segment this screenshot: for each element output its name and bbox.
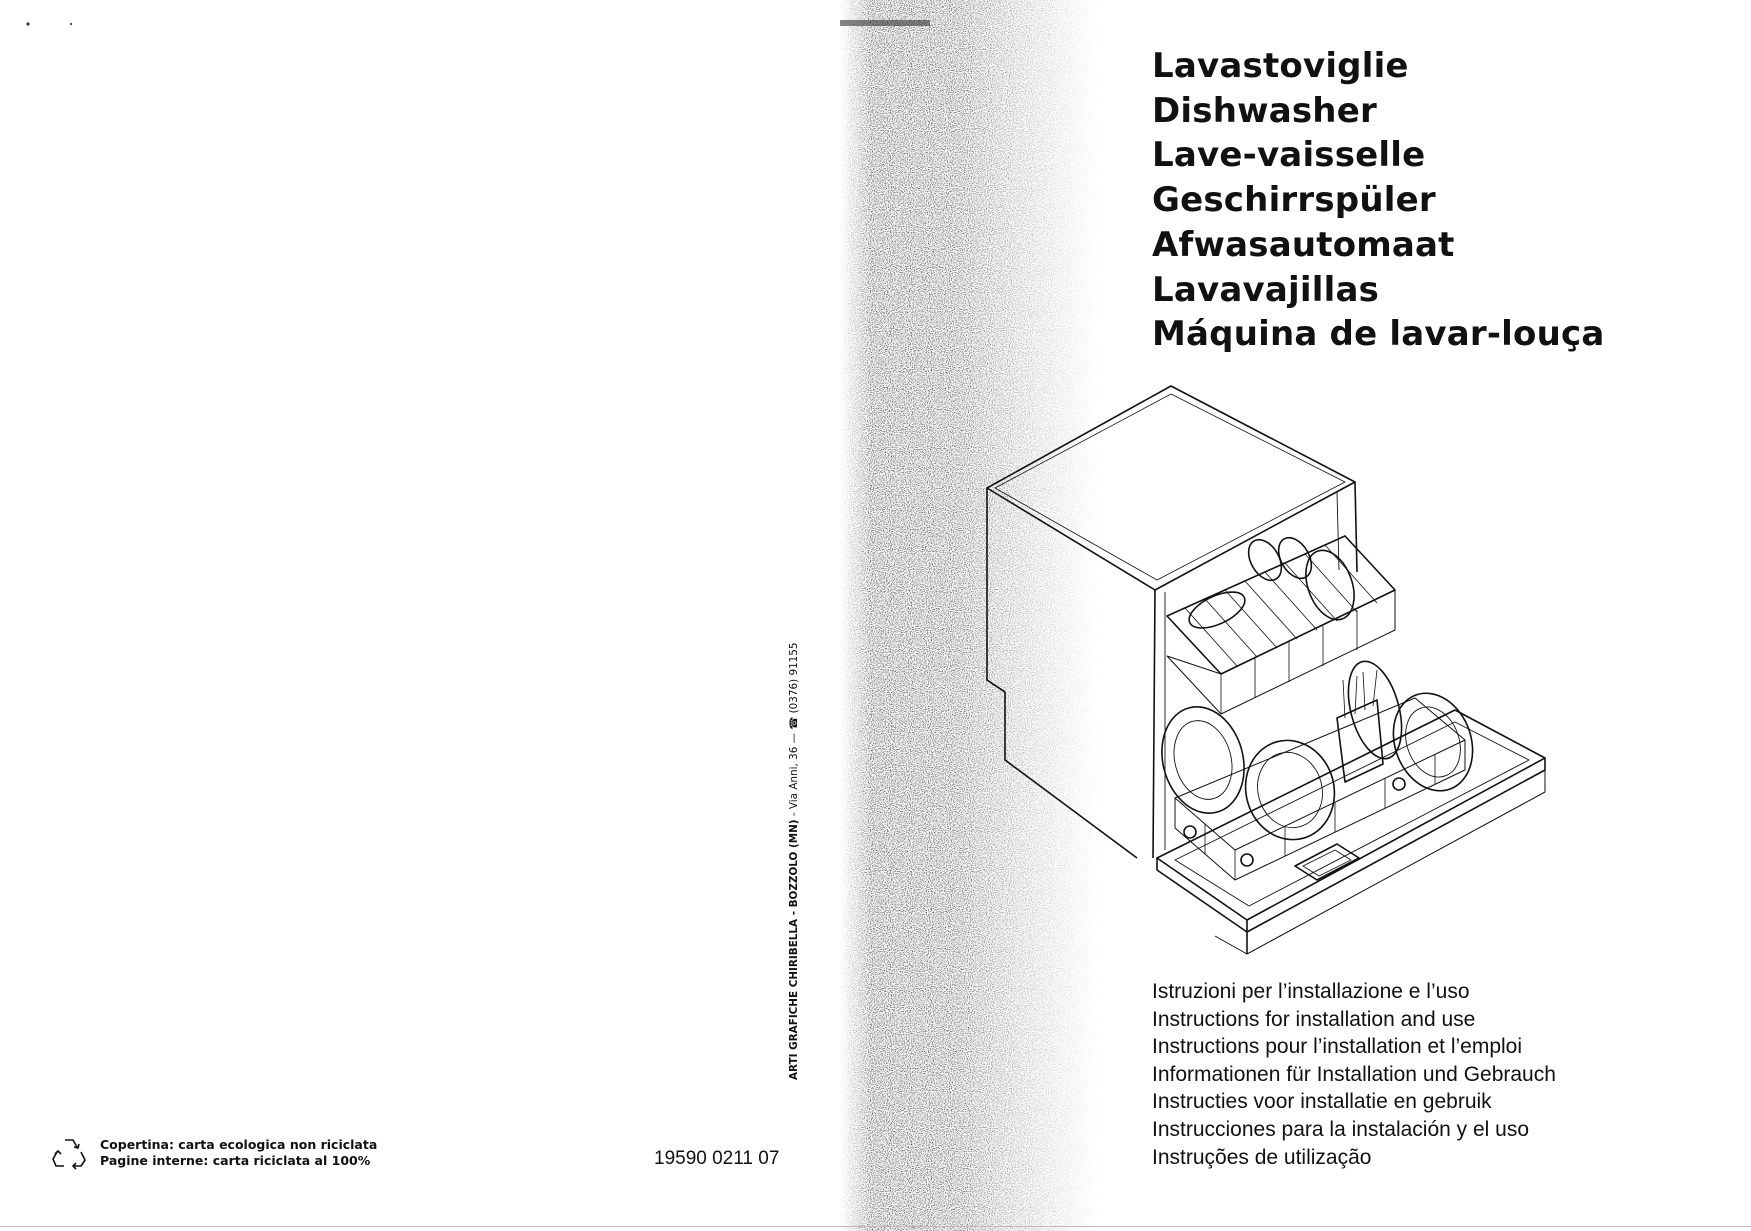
dishwasher-illustration: [985, 380, 1555, 970]
instructions-nl: Instructies voor installatie en gebruik: [1152, 1090, 1492, 1114]
instructions-en: Instructions for installation and use: [1152, 1007, 1476, 1031]
product-title-list: [1152, 44, 1605, 357]
printer-name: ARTI GRAFICHE CHIRIBELLA - BOZZOLO (MN): [788, 819, 800, 1080]
printer-phone: (0376) 91155: [788, 642, 800, 714]
scan-specks: [0, 0, 100, 40]
document-code: 19590 0211 07: [654, 1148, 780, 1169]
title-en: Dishwasher: [1152, 90, 1377, 131]
instructions-de: Informationen für Installation und Gebrauch: [1152, 1062, 1556, 1086]
instructions-es: Instrucciones para la instalación y el uso: [1152, 1117, 1530, 1141]
recycle-icon: [52, 1136, 86, 1170]
paper-recycling-note: [52, 1136, 377, 1170]
title-fr: Lave-vaisselle: [1152, 135, 1426, 176]
title-es: Lavavajillas: [1152, 269, 1380, 310]
instructions-it: Istruzioni per l’installazione e l’uso: [1152, 980, 1470, 1003]
instructions-pt: Instruções de utilização: [1152, 1145, 1372, 1169]
printer-imprint: ARTI GRAFICHE CHIRIBELLA - BOZZOLO (MN) - Via Anni, 36 — ☎ (0376) 91155: [788, 642, 800, 1080]
printer-address: Via Anni, 36: [788, 746, 800, 810]
page-bottom-edge: [0, 1226, 1751, 1227]
title-it: Lavastoviglie: [1152, 46, 1409, 86]
phone-icon: ☎: [788, 716, 800, 730]
inner-pages-paper-note: Pagine interne: carta riciclata al 100%: [100, 1153, 371, 1168]
instructions-fr: Instructions pour l’installation et l’emploi: [1152, 1035, 1523, 1059]
title-pt: Máquina de lavar-louça: [1152, 314, 1605, 355]
title-de: Geschirrspüler: [1152, 180, 1436, 221]
instructions-language-list: [1152, 978, 1556, 1171]
cover-paper-note: Copertina: carta ecologica non riciclata: [100, 1137, 378, 1152]
title-nl: Afwasautomaat: [1152, 224, 1455, 265]
